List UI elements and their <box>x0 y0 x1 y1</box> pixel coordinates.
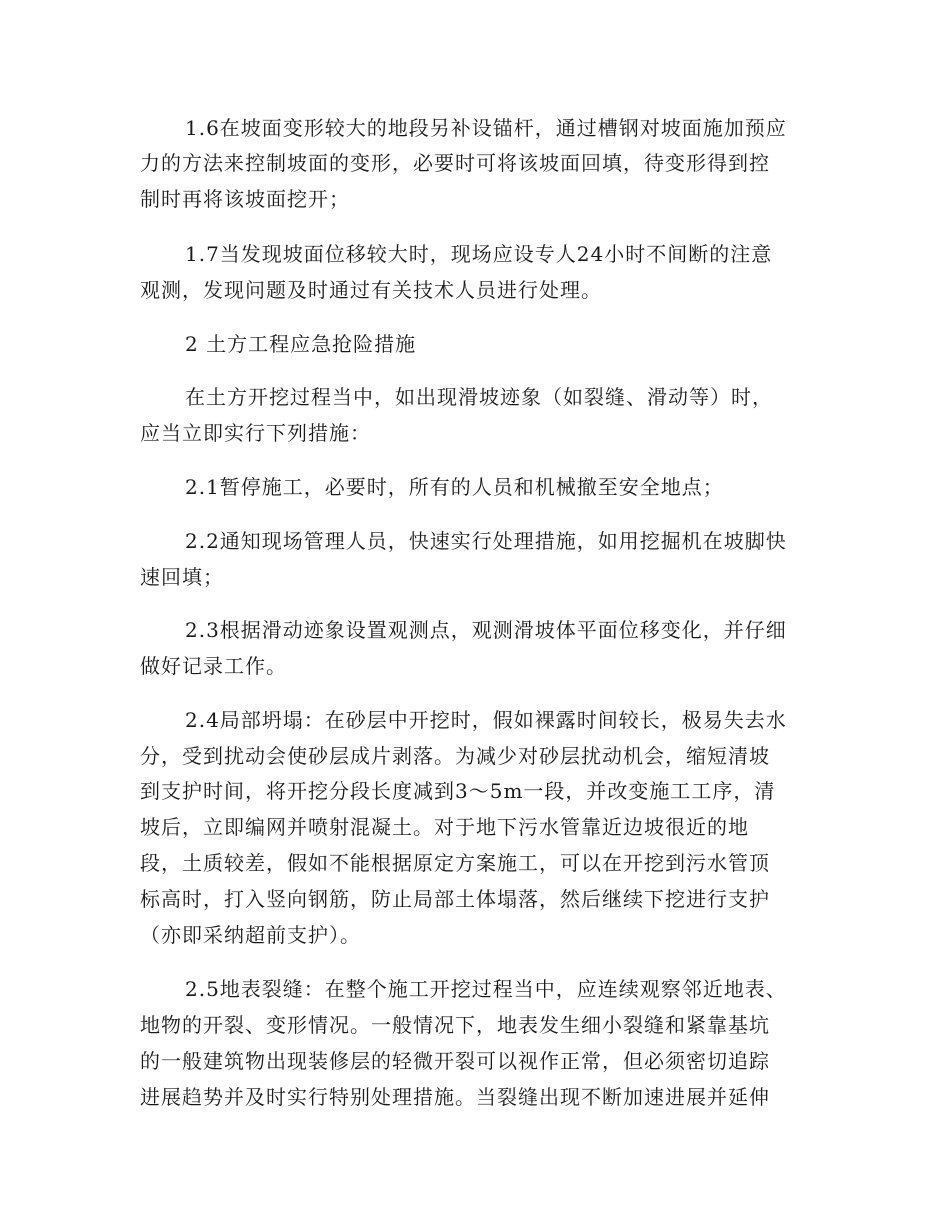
text-line: 分，受到扰动会使砂层成片剥落。为减少对砂层扰动机会，缩短清坡 <box>140 744 770 768</box>
text-line: 观测，发现问题及时通过有关技术人员进行处理。 <box>140 278 602 302</box>
text-line: 2.4局部坍塌：在砂层中开挖时，假如裸露时间较长，极易失去水 <box>185 708 787 732</box>
text-line: 2.5地表裂缝：在整个施工开挖过程当中，应连续观察邻近地表、 <box>185 977 787 1001</box>
text-line: 1.6在坡面变形较大的地段另补设锚杆，通过槽钢对坡面施加预应 <box>185 116 787 140</box>
text-line: 2.2通知现场管理人员，快速实行处理措施，如用挖掘机在坡脚快 <box>185 529 787 553</box>
text-line: （亦即采纳超前支护）。 <box>140 923 361 947</box>
text-line: 在土方开挖过程当中，如出现滑坡迹象（如裂缝、滑动等）时， <box>185 385 773 409</box>
text-line: 的一般建筑物出现装修层的轻微开裂可以视作正常，但必须密切追踪 <box>140 1049 770 1073</box>
text-line: 速回填； <box>140 565 224 589</box>
text-line: 应当立即实行下列措施： <box>140 421 371 445</box>
text-line: 地物的开裂、变形情况。一般情况下，地表发生细小裂缝和紧靠基坑 <box>140 1013 770 1037</box>
text-line: 力的方法来控制坡面的变形，必要时可将该坡面回填，待变形得到控 <box>140 151 770 175</box>
text-line: 标高时，打入竖向钢筋，防止局部土体塌落，然后继续下挖进行支护 <box>140 887 770 911</box>
text-line: 1.7当发现坡面位移较大时，现场应设专人24小时不间断的注意 <box>185 242 773 266</box>
text-line: 坡后，立即编网并喷射混凝土。对于地下污水管靠近边坡很近的地 <box>140 815 749 839</box>
section-heading: 2 土方工程应急抢险措施 <box>185 332 417 356</box>
text-line: 制时再将该坡面挖开； <box>140 187 350 211</box>
text-line: 2.1暂停施工，必要时，所有的人员和机械撤至安全地点； <box>185 475 724 499</box>
text-line: 到支护时间，将开挖分段长度减到3～5m一段，并改变施工工序，清 <box>140 779 776 803</box>
text-line: 做好记录工作。 <box>140 654 287 678</box>
text-line: 2.3根据滑动迹象设置观测点，观测滑坡体平面位移变化，并仔细 <box>185 618 787 642</box>
text-line: 进展趋势并及时实行特别处理措施。当裂缝出现不断加速进展并延伸 <box>140 1085 770 1109</box>
text-line: 段，土质较差，假如不能根据原定方案施工，可以在开挖到污水管顶 <box>140 851 770 875</box>
